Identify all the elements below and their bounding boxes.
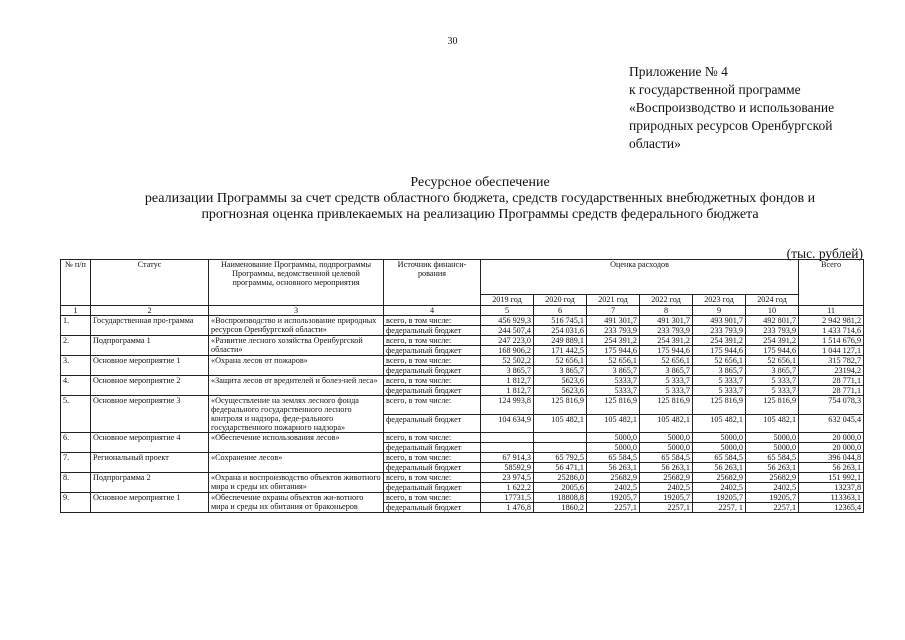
table-row bbox=[61, 316, 864, 326]
row-year-value: 5 333,7 bbox=[693, 376, 746, 386]
row-year-value: 233 793,9 bbox=[640, 326, 693, 336]
row-year-value: 23 974,5 bbox=[481, 473, 534, 483]
row-year-value: 175 944,6 bbox=[587, 346, 640, 356]
header-num: № п/п bbox=[61, 260, 91, 306]
row-year-value: 175 944,6 bbox=[640, 346, 693, 356]
annex-line: природных ресурсов Оренбургской bbox=[629, 118, 833, 133]
row-year-value: 456 929,3 bbox=[481, 316, 534, 326]
row-year-value: 56 263,1 bbox=[640, 463, 693, 473]
row-year-value: 65 584,5 bbox=[640, 453, 693, 463]
row-total-value: 113363,1 bbox=[799, 493, 864, 503]
row-year-value: 2402,5 bbox=[746, 483, 799, 493]
row-year-value: 492 801,7 bbox=[746, 316, 799, 326]
row-total-value: 13237,8 bbox=[799, 483, 864, 493]
row-year-value: 2402,5 bbox=[640, 483, 693, 493]
row-total-value: 28 771,1 bbox=[799, 376, 864, 386]
row-year-value: 58592,9 bbox=[481, 463, 534, 473]
column-index: 11 bbox=[799, 306, 864, 316]
row-year-value bbox=[481, 433, 534, 443]
header-costs: Оценка расходов bbox=[481, 260, 799, 295]
row-year-value: 125 816,9 bbox=[534, 396, 587, 415]
row-year-value: 52 656,1 bbox=[534, 356, 587, 366]
title-line: реализации Программы за счет средств областного бюджета, средств государственных внебюджетных фондов и bbox=[144, 191, 816, 206]
row-year-value: 5000,0 bbox=[693, 443, 746, 453]
row-total-value: 1 514 676,9 bbox=[799, 336, 864, 346]
document-title bbox=[60, 175, 900, 223]
row-year-value: 105 482,1 bbox=[534, 414, 587, 433]
row-status: Региональный проект bbox=[91, 453, 209, 473]
row-year-value: 516 745,1 bbox=[534, 316, 587, 326]
row-year-value: 104 634,9 bbox=[481, 414, 534, 433]
row-year-value: 2257,1 bbox=[640, 503, 693, 513]
row-total-value: 2 942 981,2 bbox=[799, 316, 864, 326]
annex-line: «Воспроизводство и использование bbox=[629, 100, 835, 115]
row-name: «Охрана и воспроизводство объектов животного мира и среды их обитания» bbox=[209, 473, 384, 493]
row-year-value: 175 944,6 bbox=[746, 346, 799, 356]
row-year-value: 105 482,1 bbox=[640, 414, 693, 433]
row-year-value: 19205,7 bbox=[693, 493, 746, 503]
row-source: всего, в том числе: bbox=[384, 336, 481, 346]
row-source: всего, в том числе: bbox=[384, 433, 481, 443]
row-source: федеральный бюджет bbox=[384, 386, 481, 396]
row-name: «Защита лесов от вредителей и болез-ней леса» bbox=[209, 376, 384, 396]
row-year-value: 3 865,7 bbox=[587, 366, 640, 376]
row-year-value bbox=[534, 443, 587, 453]
row-total-value: 1 044 127,1 bbox=[799, 346, 864, 356]
row-year-value: 25286,0 bbox=[534, 473, 587, 483]
annex-line: области» bbox=[629, 136, 681, 151]
row-source: федеральный бюджет bbox=[384, 414, 481, 433]
row-year-value: 5333,7 bbox=[587, 386, 640, 396]
row-year-value: 3 865,7 bbox=[640, 366, 693, 376]
row-year-value: 3 865,7 bbox=[693, 366, 746, 376]
row-number: 3. bbox=[61, 356, 91, 376]
row-year-value: 125 816,9 bbox=[746, 396, 799, 415]
row-number: 6. bbox=[61, 433, 91, 453]
row-source: всего, в том числе: bbox=[384, 316, 481, 326]
header-source: Источник финанси-рования bbox=[384, 260, 481, 306]
column-index: 2 bbox=[91, 306, 209, 316]
row-year-value: 233 793,9 bbox=[587, 326, 640, 336]
column-index: 10 bbox=[746, 306, 799, 316]
row-year-value: 125 816,9 bbox=[693, 396, 746, 415]
column-index-row bbox=[61, 306, 864, 316]
row-source: всего, в том числе: bbox=[384, 356, 481, 366]
row-number: 4. bbox=[61, 376, 91, 396]
row-status: Основное мероприятие 1 bbox=[91, 356, 209, 376]
row-number: 2. bbox=[61, 336, 91, 356]
row-status: Основное мероприятие 4 bbox=[91, 433, 209, 453]
row-year-value: 124 993,8 bbox=[481, 396, 534, 415]
row-year-value: 491 301,7 bbox=[587, 316, 640, 326]
row-year-value: 254 391,2 bbox=[746, 336, 799, 346]
header-total: Всего bbox=[799, 260, 864, 306]
row-total-value: 20 000,0 bbox=[799, 443, 864, 453]
row-year-value: 56 263,1 bbox=[693, 463, 746, 473]
row-year-value: 52 656,1 bbox=[693, 356, 746, 366]
row-total-value: 28 771,1 bbox=[799, 386, 864, 396]
row-total-value: 315 782,7 bbox=[799, 356, 864, 366]
row-status: Основное мероприятие 3 bbox=[91, 396, 209, 433]
row-year-value: 67 914,3 bbox=[481, 453, 534, 463]
row-total-value: 632 045,4 bbox=[799, 414, 864, 433]
row-year-value: 5 333,7 bbox=[640, 376, 693, 386]
row-name: «Сохранение лесов» bbox=[209, 453, 384, 473]
row-total-value: 12365,4 bbox=[799, 503, 864, 513]
row-year-value: 25682,9 bbox=[640, 473, 693, 483]
row-year-value: 3 865,7 bbox=[746, 366, 799, 376]
header-year: 2024 год bbox=[746, 295, 799, 306]
row-year-value: 254 391,2 bbox=[587, 336, 640, 346]
resource-table bbox=[60, 259, 864, 513]
row-year-value: 52 656,1 bbox=[746, 356, 799, 366]
row-name: «Обеспечение использования лесов» bbox=[209, 433, 384, 453]
row-name: «Охрана лесов от пожаров» bbox=[209, 356, 384, 376]
row-year-value bbox=[481, 443, 534, 453]
row-number: 8. bbox=[61, 473, 91, 493]
row-source: всего, в том числе: bbox=[384, 493, 481, 503]
table-row bbox=[61, 433, 864, 443]
row-number: 9. bbox=[61, 493, 91, 513]
table-row bbox=[61, 376, 864, 386]
row-year-value: 52 502,2 bbox=[481, 356, 534, 366]
row-total-value: 56 263,1 bbox=[799, 463, 864, 473]
row-name: «Воспроизводство и использование природных ресурсов Оренбургской области» bbox=[209, 316, 384, 336]
row-source: федеральный бюджет bbox=[384, 346, 481, 356]
row-year-value: 233 793,9 bbox=[746, 326, 799, 336]
row-year-value: 5 333,7 bbox=[746, 376, 799, 386]
row-year-value: 65 584,5 bbox=[746, 453, 799, 463]
row-year-value: 5000,0 bbox=[746, 443, 799, 453]
row-year-value: 2257,1 bbox=[746, 503, 799, 513]
table-row bbox=[61, 356, 864, 366]
header-year: 2022 год bbox=[640, 295, 693, 306]
row-status: Основное мероприятие 1 bbox=[91, 493, 209, 513]
row-year-value: 105 482,1 bbox=[587, 414, 640, 433]
row-year-value: 5000,0 bbox=[640, 443, 693, 453]
row-year-value: 5000,0 bbox=[746, 433, 799, 443]
row-year-value: 2005,6 bbox=[534, 483, 587, 493]
annex-line: к государственной программе bbox=[629, 82, 801, 97]
row-year-value: 65 584,5 bbox=[587, 453, 640, 463]
row-year-value: 25682,9 bbox=[746, 473, 799, 483]
header-year: 2020 год bbox=[534, 295, 587, 306]
row-year-value: 244 507,4 bbox=[481, 326, 534, 336]
table-row bbox=[61, 473, 864, 483]
row-source: всего, в том числе: bbox=[384, 396, 481, 415]
column-index: 7 bbox=[587, 306, 640, 316]
row-source: федеральный бюджет bbox=[384, 503, 481, 513]
row-source: всего, в том числе: bbox=[384, 453, 481, 463]
row-status: Подпрограмма 2 bbox=[91, 473, 209, 493]
row-year-value: 56 471,1 bbox=[534, 463, 587, 473]
row-year-value: 105 482,1 bbox=[693, 414, 746, 433]
row-year-value: 175 944,6 bbox=[693, 346, 746, 356]
row-source: федеральный бюджет bbox=[384, 483, 481, 493]
row-year-value: 171 442,5 bbox=[534, 346, 587, 356]
row-year-value: 491 301,7 bbox=[640, 316, 693, 326]
table-row bbox=[61, 493, 864, 503]
row-year-value: 233 793,9 bbox=[693, 326, 746, 336]
row-year-value: 249 889,1 bbox=[534, 336, 587, 346]
table-row bbox=[61, 336, 864, 346]
row-year-value: 5000,0 bbox=[640, 433, 693, 443]
row-year-value: 5000,0 bbox=[587, 433, 640, 443]
row-source: федеральный бюджет bbox=[384, 366, 481, 376]
row-year-value: 2257, 1 bbox=[693, 503, 746, 513]
header-name: Наименование Программы, подпрограммы Программы, ведомственной целевой программы, основного мероприятия bbox=[209, 260, 384, 306]
column-index: 8 bbox=[640, 306, 693, 316]
row-year-value: 52 656,1 bbox=[640, 356, 693, 366]
row-year-value: 5 333,7 bbox=[746, 386, 799, 396]
page-number: 30 bbox=[447, 36, 458, 47]
row-total-value: 20 000,0 bbox=[799, 433, 864, 443]
row-year-value: 3 865,7 bbox=[534, 366, 587, 376]
row-year-value: 1 476,8 bbox=[481, 503, 534, 513]
row-year-value: 5 333,7 bbox=[640, 386, 693, 396]
table-row bbox=[61, 396, 864, 415]
row-source: федеральный бюджет bbox=[384, 463, 481, 473]
row-status: Основное мероприятие 2 bbox=[91, 376, 209, 396]
row-year-value: 125 816,9 bbox=[587, 396, 640, 415]
row-year-value: 56 263,1 bbox=[587, 463, 640, 473]
row-source: всего, в том числе: bbox=[384, 376, 481, 386]
row-year-value: 1860,2 bbox=[534, 503, 587, 513]
row-year-value: 5623,6 bbox=[534, 376, 587, 386]
column-index: 1 bbox=[61, 306, 91, 316]
row-year-value: 247 223,0 bbox=[481, 336, 534, 346]
row-year-value: 19205,7 bbox=[587, 493, 640, 503]
row-name: «Осуществление на землях лесного фонда федерального государственного лесного контроля и надзора, феде-рального государственного пожарного надзора» bbox=[209, 396, 384, 433]
row-status: Государственная про-грамма bbox=[91, 316, 209, 336]
row-year-value: 18808,8 bbox=[534, 493, 587, 503]
row-year-value: 5623,6 bbox=[534, 386, 587, 396]
row-year-value: 65 584,5 bbox=[693, 453, 746, 463]
header-status: Статус bbox=[91, 260, 209, 306]
annex-line: Приложение № 4 bbox=[629, 64, 728, 79]
header-year: 2019 год bbox=[481, 295, 534, 306]
row-status: Подпрограмма 1 bbox=[91, 336, 209, 356]
table-row bbox=[61, 453, 864, 463]
row-year-value: 19205,7 bbox=[640, 493, 693, 503]
title-line: Ресурсное обеспечение bbox=[410, 175, 550, 190]
row-number: 1. bbox=[61, 316, 91, 336]
column-index: 6 bbox=[534, 306, 587, 316]
annex-heading bbox=[629, 63, 889, 153]
row-year-value: 3 865,7 bbox=[481, 366, 534, 376]
row-total-value: 1 433 714,6 bbox=[799, 326, 864, 336]
column-index: 9 bbox=[693, 306, 746, 316]
row-name: «Развитие лесного хозяйства Оренбургской области» bbox=[209, 336, 384, 356]
units-label: (тыс. рублей) bbox=[786, 246, 863, 261]
row-year-value: 2257,1 bbox=[587, 503, 640, 513]
row-year-value bbox=[534, 433, 587, 443]
row-year-value: 2402,5 bbox=[587, 483, 640, 493]
row-year-value: 65 792,5 bbox=[534, 453, 587, 463]
row-year-value: 105 482,1 bbox=[746, 414, 799, 433]
row-year-value: 1 622,2 bbox=[481, 483, 534, 493]
row-source: всего, в том числе: bbox=[384, 473, 481, 483]
row-year-value: 5000,0 bbox=[693, 433, 746, 443]
row-source: федеральный бюджет bbox=[384, 443, 481, 453]
row-year-value: 19205,7 bbox=[746, 493, 799, 503]
row-total-value: 754 078,3 bbox=[799, 396, 864, 415]
row-year-value: 56 263,1 bbox=[746, 463, 799, 473]
row-year-value: 125 816,9 bbox=[640, 396, 693, 415]
column-index: 3 bbox=[209, 306, 384, 316]
row-year-value: 5333,7 bbox=[587, 376, 640, 386]
title-line: прогнозная оценка привлекаемых на реализацию Программы средств федерального бюджета bbox=[201, 207, 759, 222]
row-year-value: 254 031,6 bbox=[534, 326, 587, 336]
row-year-value: 52 656,1 bbox=[587, 356, 640, 366]
row-year-value: 5000,0 bbox=[587, 443, 640, 453]
column-index: 5 bbox=[481, 306, 534, 316]
header-year: 2023 год bbox=[693, 295, 746, 306]
header-year: 2021 год bbox=[587, 295, 640, 306]
row-number: 5. bbox=[61, 396, 91, 433]
row-year-value: 168 906,2 bbox=[481, 346, 534, 356]
table-body bbox=[61, 316, 864, 513]
row-total-value: 23194,2 bbox=[799, 366, 864, 376]
row-year-value: 1 812,7 bbox=[481, 376, 534, 386]
row-source: федеральный бюджет bbox=[384, 326, 481, 336]
row-year-value: 1 812,7 bbox=[481, 386, 534, 396]
row-name: «Обеспечение охраны объектов жи-вотного мира и среды их обитания от браконьеров bbox=[209, 493, 384, 513]
row-year-value: 5 333,7 bbox=[693, 386, 746, 396]
row-year-value: 254 391,2 bbox=[640, 336, 693, 346]
row-year-value: 17731,5 bbox=[481, 493, 534, 503]
row-total-value: 151 992,1 bbox=[799, 473, 864, 483]
row-year-value: 25682,9 bbox=[693, 473, 746, 483]
row-number: 7. bbox=[61, 453, 91, 473]
row-year-value: 2402,5 bbox=[693, 483, 746, 493]
row-year-value: 25682,9 bbox=[587, 473, 640, 483]
row-year-value: 254 391,2 bbox=[693, 336, 746, 346]
row-year-value: 493 901,7 bbox=[693, 316, 746, 326]
column-index: 4 bbox=[384, 306, 481, 316]
row-total-value: 396 044,8 bbox=[799, 453, 864, 463]
